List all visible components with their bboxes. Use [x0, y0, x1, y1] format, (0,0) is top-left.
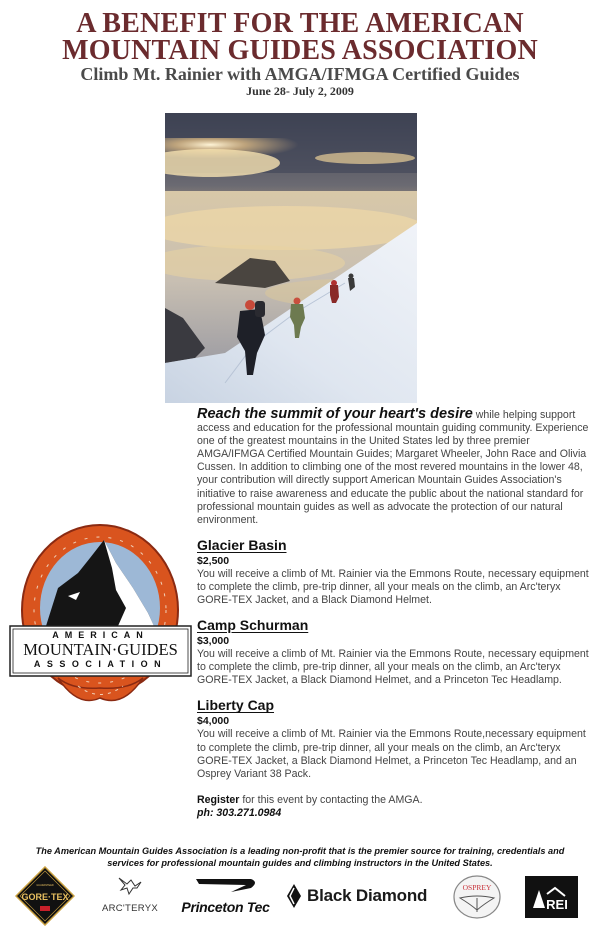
osprey-logo	[452, 874, 502, 920]
amga-emblem	[8, 518, 193, 708]
black-diamond-text: Black Diamond	[307, 886, 428, 905]
phone-number: ph: 303.271.0984	[197, 806, 282, 819]
package-name: Glacier Basin	[197, 536, 287, 553]
package-liberty-cap	[197, 697, 597, 780]
package-description: You will receive a climb of Mt. Rainier via the Emmons Route,necessary equipment to complete the climb, pre-trip dinner, all your meals on the climb, an Arc'teryx GORE-TEX Jacket, a Black Diamond Helmet, a Princeton Tec Headlamp, and an Osprey Variant 38 Pack.	[197, 728, 586, 780]
title-line-2: MOUNTAIN GUIDES ASSOCIATION	[62, 35, 538, 66]
main-content	[197, 408, 597, 820]
footer-line-2: services for professional mountain guides and climbing instructors in the United States.	[107, 858, 493, 868]
photo-image	[165, 113, 417, 403]
sponsor-logos	[0, 868, 600, 927]
register-text: for this event by contacting the AMGA.	[239, 793, 423, 806]
title-line-1: A BENEFIT FOR THE AMERICAN	[76, 8, 524, 39]
package-name: Liberty Cap	[197, 697, 275, 714]
package-price: $2,500	[197, 554, 230, 567]
amga-logo	[8, 518, 193, 708]
amga-logo-line-1: AMERICAN	[52, 630, 149, 640]
register-section	[197, 794, 597, 820]
arcteryx-logo	[100, 874, 160, 924]
package-glacier-basin	[197, 537, 597, 607]
princeton-tec-swoosh-icon	[191, 876, 261, 894]
intro-body: while helping support access and education for the professional mountain guiding community. Experience one of the greatest mountains in the United States led by three premier AMGA/IFMGA Certified Mountain Guides; Margaret Wheeler, John Race and Olivia Cussen. In addition to climbing one of the most revered mountains in the lower 48, your contribution will directly support American Mountain Guides Association's initiative to raise awareness and educate the public about the national standard for professional mountain guides as well as advocate the protection of our natural environment.	[197, 409, 589, 526]
intro-paragraph	[197, 408, 597, 527]
princeton-tec-text: Princeton Tec	[181, 899, 270, 915]
black-diamond-logo	[286, 884, 436, 908]
footer-description	[0, 845, 600, 869]
archaeopteryx-icon	[115, 874, 145, 898]
gore-tex-diamond-icon	[15, 866, 75, 926]
svg-text:OSPREY: OSPREY	[462, 883, 492, 892]
footer-line-1: The American Mountain Guides Association is a leading non-profit that is the premier source for training, credentials and	[35, 846, 565, 856]
arcteryx-text: ARC'TERYX	[101, 903, 159, 914]
package-price: $3,000	[197, 635, 230, 648]
package-description: You will receive a climb of Mt. Rainier via the Emmons Route, necessary equipment to complete the climb, pre-trip dinner, all your meals on the climb, an Arc'teryx GORE-TEX Jacket, a Black Diamond Helmet, and a Princeton Tec Headlamp.	[197, 648, 589, 687]
package-camp-schurman	[197, 617, 597, 687]
amga-logo-line-3: ASSOCIATION	[33, 659, 168, 669]
svg-text:GORE·TEX: GORE·TEX	[21, 892, 69, 902]
black-diamond-icon	[286, 884, 302, 908]
subtitle: Climb Mt. Rainier with AMGA/IFMGA Certified Guides	[80, 64, 520, 84]
package-price: $4,000	[197, 715, 230, 728]
amga-logo-line-2: MOUNTAIN·GUIDES	[23, 640, 178, 659]
package-name: Camp Schurman	[197, 617, 309, 634]
svg-text:GUARANTEED: GUARANTEED	[36, 884, 54, 887]
package-description: You will receive a climb of Mt. Rainier via the Emmons Route, necessary equipment to complete the climb, pre-trip dinner, all your meals on the climb, an Arc'teryx GORE-TEX Jacket, and a Black Diamond Helmet.	[197, 567, 589, 607]
rei-logo	[525, 876, 578, 918]
rei-tree-mountain-icon	[525, 876, 578, 918]
gore-tex-logo	[15, 866, 75, 926]
osprey-bird-icon	[452, 874, 502, 920]
princeton-tec-logo	[178, 876, 273, 921]
climbers-photo	[165, 113, 417, 403]
svg-text:REI: REI	[546, 897, 568, 912]
event-dates: June 28- July 2, 2009	[246, 84, 354, 98]
intro-lead: Reach the summit of your heart's desire	[197, 406, 473, 422]
register-label: Register	[197, 793, 240, 806]
poster-header	[0, 10, 600, 98]
